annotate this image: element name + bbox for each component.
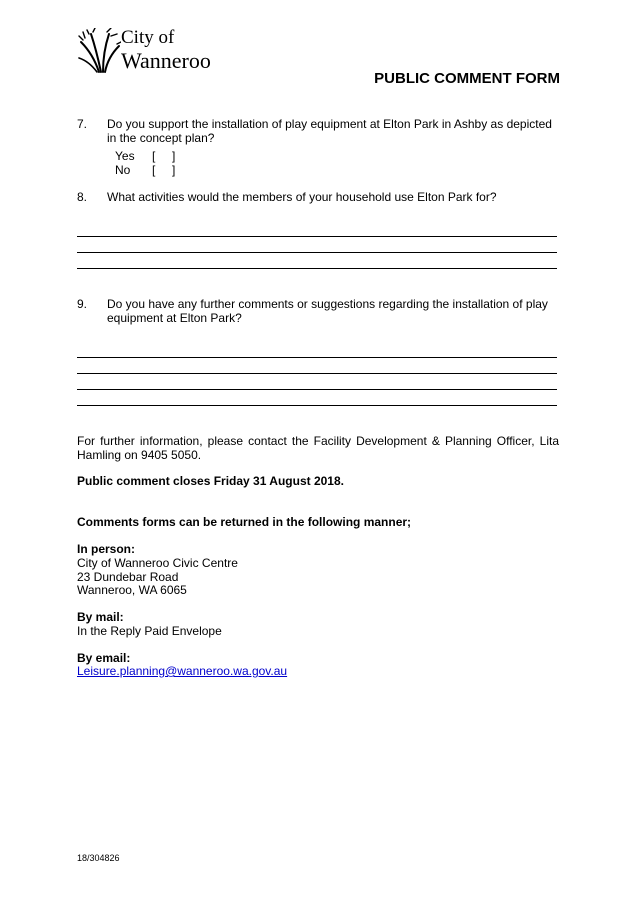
contact-paragraph: For further information, please contact the Facility Development & Planning Officer, Lita Hamling on 9405 5050. bbox=[77, 434, 559, 462]
option-no-checkbox[interactable]: [ ] bbox=[152, 163, 176, 177]
logo-text-wanneroo: Wanneroo bbox=[121, 48, 211, 73]
answer-line-q9-2[interactable] bbox=[77, 373, 557, 374]
question-9-text: Do you have any further comments or suggestions regarding the installation of play equipment at Elton Park? bbox=[107, 297, 548, 325]
answer-line-q8-2[interactable] bbox=[77, 252, 557, 253]
in-person-heading: In person: bbox=[77, 542, 136, 556]
question-7-number: 7. bbox=[77, 117, 88, 131]
option-no-label: No bbox=[115, 163, 131, 177]
answer-line-q8-1[interactable] bbox=[77, 236, 557, 237]
logo-text-city-of: City of bbox=[121, 27, 175, 48]
closing-date-text: Public comment closes Friday 31 August 2018. bbox=[77, 474, 344, 488]
by-mail-heading: By mail: bbox=[77, 610, 124, 624]
answer-line-q9-1[interactable] bbox=[77, 357, 557, 358]
question-9-number: 9. bbox=[77, 297, 88, 311]
option-yes-checkbox[interactable]: [ ] bbox=[152, 149, 176, 163]
in-person-line-1: City of Wanneroo Civic Centre bbox=[77, 556, 238, 570]
document-reference: 18/304826 bbox=[77, 853, 120, 863]
reed-logo-icon bbox=[77, 28, 121, 74]
email-link[interactable]: Leisure.planning@wanneroo.wa.gov.au bbox=[77, 664, 288, 678]
return-intro-text: Comments forms can be returned in the following manner; bbox=[77, 515, 412, 529]
by-mail-line-1: In the Reply Paid Envelope bbox=[77, 624, 222, 638]
answer-line-q9-3[interactable] bbox=[77, 389, 557, 390]
by-email-heading: By email: bbox=[77, 651, 131, 665]
question-8-number: 8. bbox=[77, 190, 88, 204]
question-7-text: Do you support the installation of play equipment at Elton Park in Ashby as depicted in the concept plan? bbox=[107, 117, 552, 145]
email-row bbox=[77, 664, 559, 678]
answer-line-q9-4[interactable] bbox=[77, 405, 557, 406]
answer-line-q8-3[interactable] bbox=[77, 268, 557, 269]
option-yes-label: Yes bbox=[115, 149, 135, 163]
in-person-line-2: 23 Dundebar Road bbox=[77, 570, 179, 584]
in-person-line-3: Wanneroo, WA 6065 bbox=[77, 583, 187, 597]
form-title: PUBLIC COMMENT FORM bbox=[374, 70, 560, 87]
question-8-text: What activities would the members of your household use Elton Park for? bbox=[107, 190, 497, 204]
